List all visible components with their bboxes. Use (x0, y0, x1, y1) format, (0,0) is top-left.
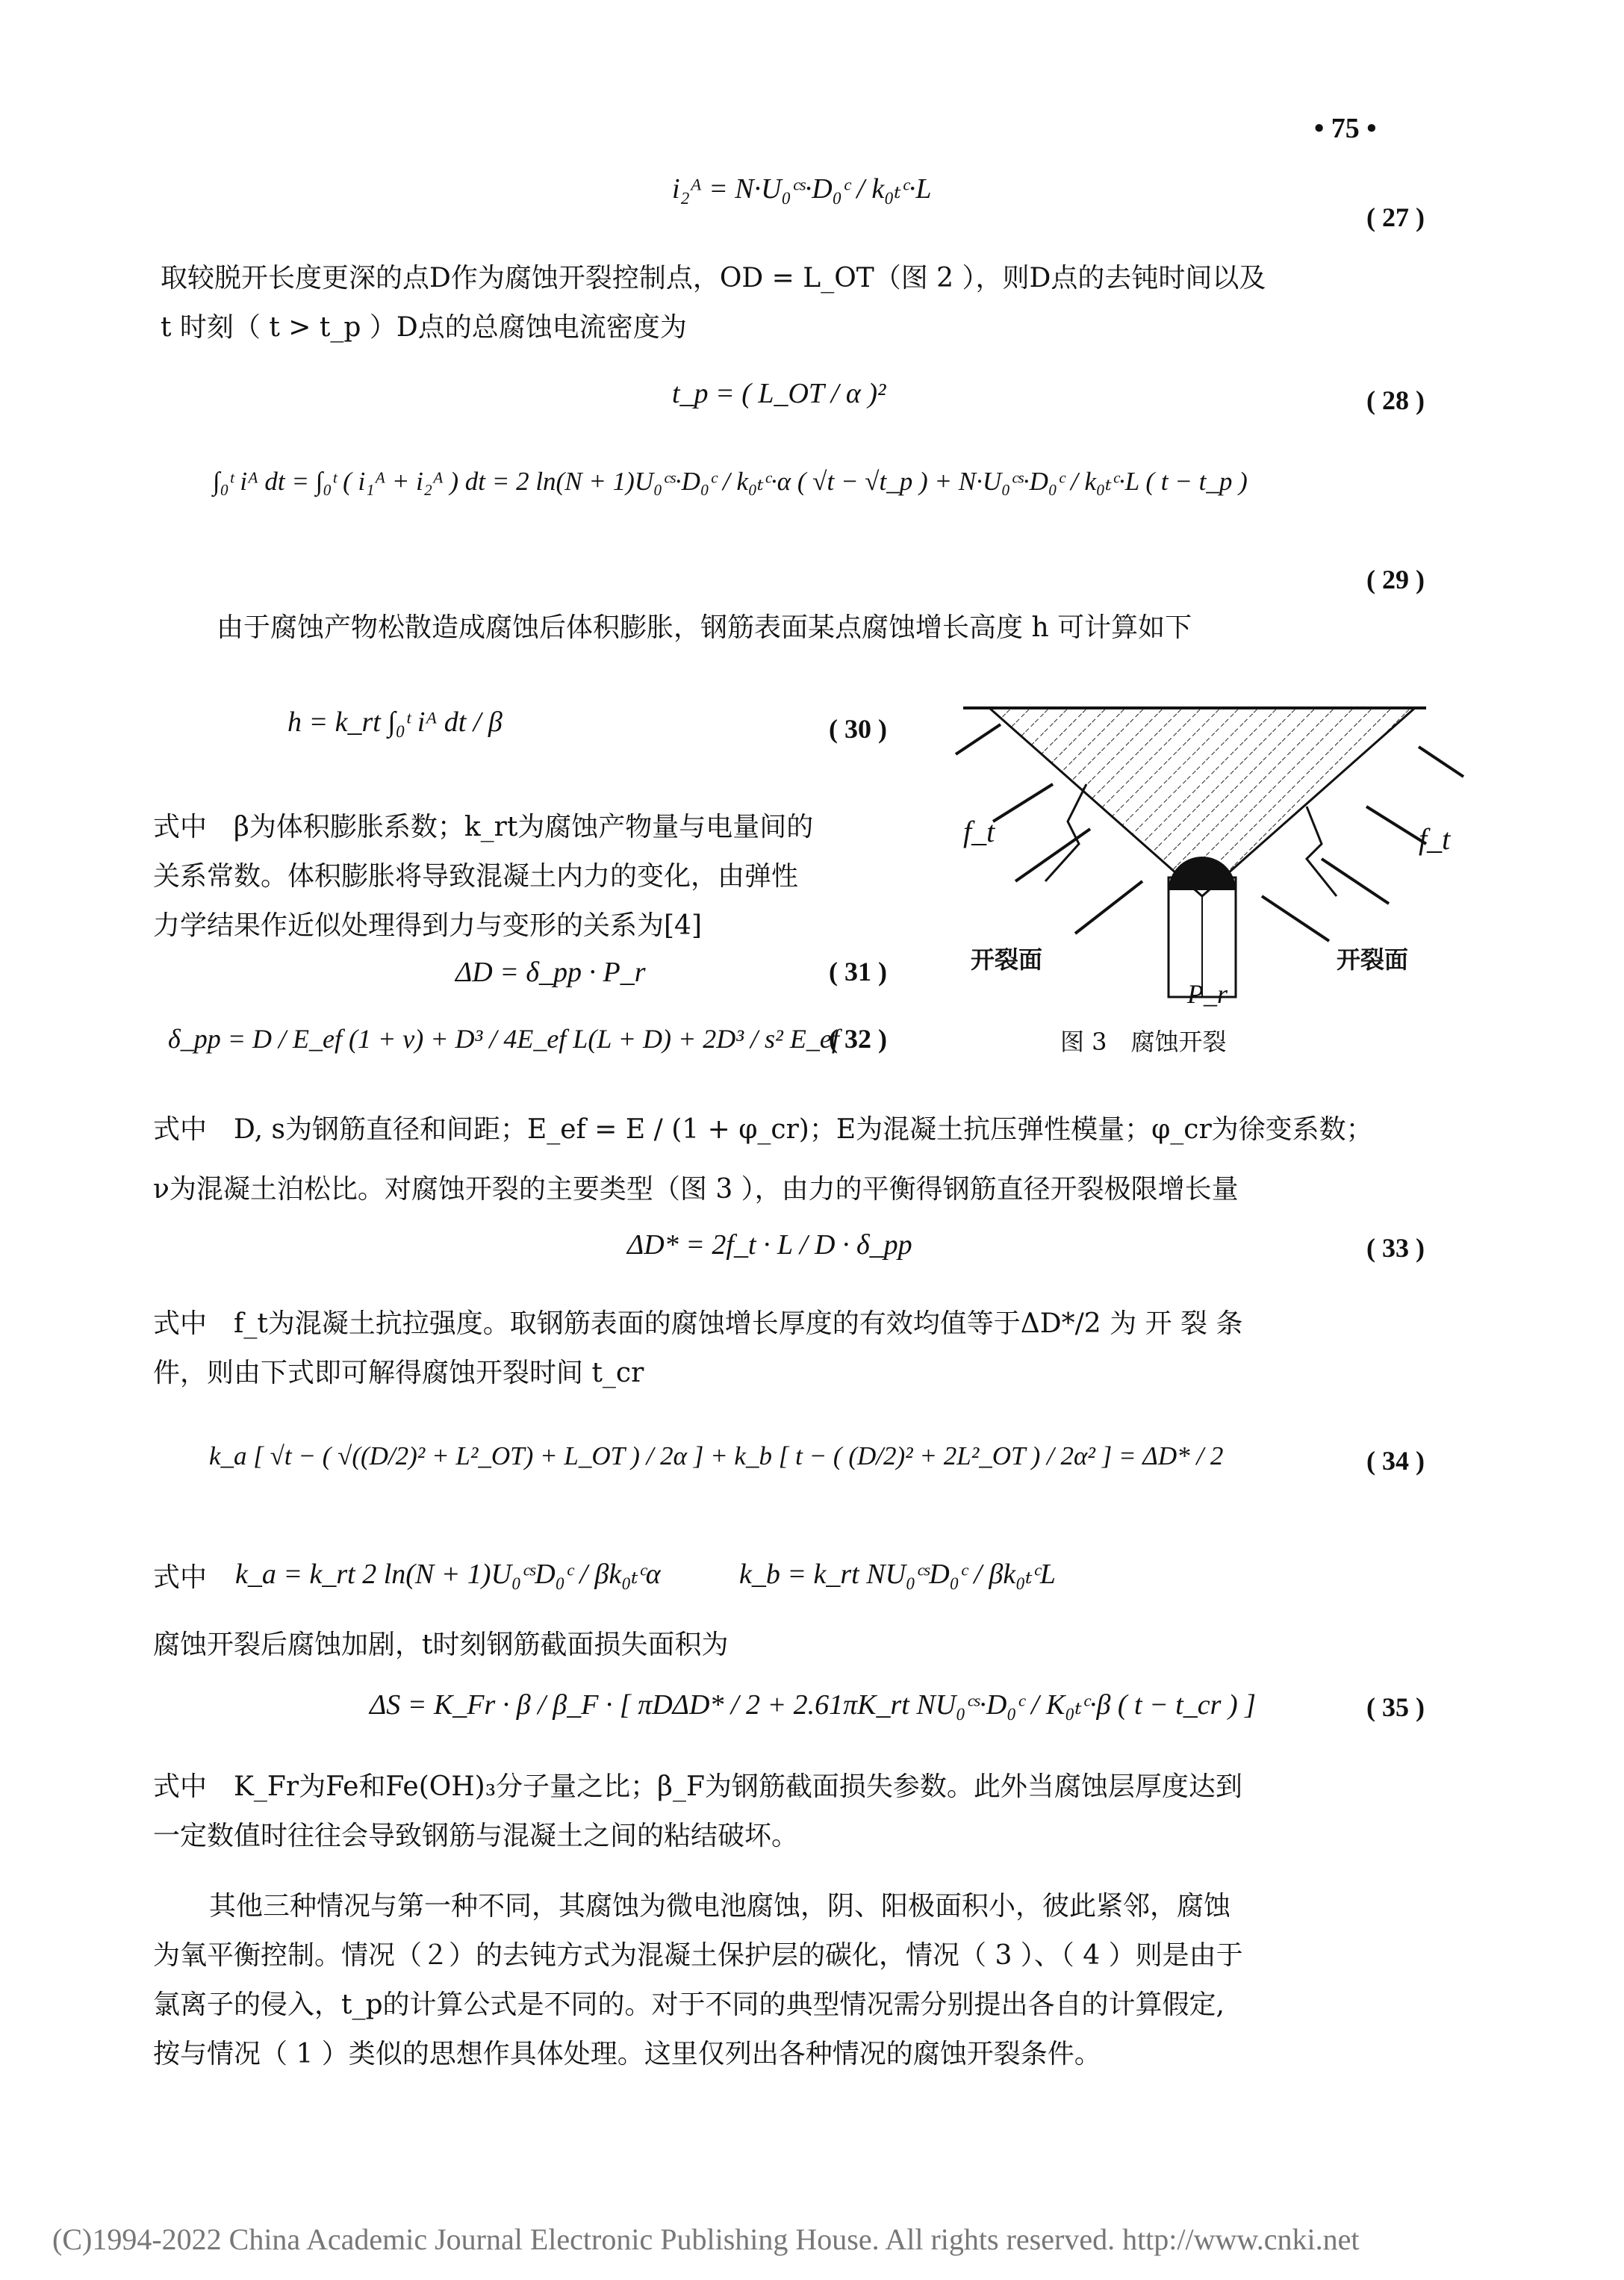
equation-ka: k_a = k_rt 2 ln(N + 1)U₀ᶜˢD₀ᶜ / βk₀ₜᶜα (235, 1559, 661, 1590)
paragraph-line: ν为混凝土泊松比。对腐蚀开裂的主要类型（图 3 ），由力的平衡得钢筋直径开裂极限增长量 (153, 1174, 1239, 1205)
equation-29: ∫₀ᵗ iᴬ dt = ∫₀ᵗ ( i₁ᴬ + i₂ᴬ ) dt = 2 ln(N + 1)U₀ᶜˢ·D₀ᶜ / k₀ₜᶜ·α ( √t − √t_p ) + N·U₀ᶜˢ·D₀ᶜ / k₀ₜᶜ·L ( t − t_p ) (213, 467, 1248, 496)
label-crack-left: 开裂面 (971, 945, 1043, 974)
paragraph-line: 力学结果作近似处理得到力与变形的关系为[4] (153, 910, 702, 941)
paragraph-line: 一定数值时往往会导致钢筋与混凝土之间的粘结破坏。 (153, 1821, 799, 1851)
figure-caption: 图 3 腐蚀开裂 (1060, 1028, 1227, 1056)
paragraph-line: 氯离子的侵入，t_p的计算公式是不同的。对于不同的典型情况需分别提出各自的计算假定, (153, 1989, 1225, 2020)
equation-kb: k_b = k_rt NU₀ᶜˢD₀ᶜ / βk₀ₜᶜL (739, 1559, 1056, 1590)
crack-line-right (1307, 807, 1337, 896)
paragraph-line: 为氧平衡控制。情况（２）的去钝方式为混凝土保护层的碳化，情况（ 3 ）、（ 4 ）则是由于 (153, 1940, 1243, 1971)
paragraph-line: 式中 β为体积膨胀系数；k_rt为腐蚀产物量与电量间的 (153, 812, 814, 842)
paragraph-line: 按与情况（ 1 ）类似的思想作具体处理。这里仅列出各种情况的腐蚀开裂条件。 (153, 2039, 1101, 2069)
crack-line-left (1045, 784, 1086, 881)
paragraph-line: 关系常数。体积膨胀将导致混凝土内力的变化，由弹性 (153, 861, 799, 892)
paragraph-line: 由于腐蚀产物松散造成腐蚀后体积膨胀，钢筋表面某点腐蚀增长高度 h 可计算如下 (217, 612, 1192, 643)
equation-32: δ_pp = D / E_ef (1 + ν) + D³ / 4E_ef L(L + D) + 2D³ / s² E_ef (168, 1024, 839, 1054)
label-pr: P_r (1187, 979, 1228, 1009)
equation-number-35: ( 35 ) (1366, 1692, 1425, 1722)
label-ft-left: f_t (963, 815, 995, 848)
equation-30: h = k_rt ∫₀ᵗ iᴬ dt / β (287, 706, 503, 738)
equation-number-29: ( 29 ) (1366, 565, 1425, 594)
paragraph-line: 腐蚀开裂后腐蚀加剧，t时刻钢筋截面损失面积为 (153, 1630, 729, 1660)
label-crack-right: 开裂面 (1337, 945, 1409, 974)
equation-31: ΔD = δ_pp · P_r (455, 957, 646, 988)
paragraph-line: 式中 K_Fr为Fe和Fe(OH)₃分子量之比；β_F为钢筋截面损失参数。此外当腐蚀层厚度达到 (153, 1771, 1242, 1802)
equation-number-31: ( 31 ) (829, 957, 887, 987)
equation-number-34: ( 34 ) (1366, 1446, 1425, 1476)
equation-33: ΔD* = 2f_t · L / D · δ_pp (627, 1229, 912, 1261)
equation-34: k_a [ √t − ( √((D/2)² + L²_OT) + L_OT ) / 2α ] + k_b [ t − ( (D/2)² + 2L²_OT ) / 2α² ] = ΔD* / 2 (209, 1441, 1224, 1470)
page-number: • 75 • (1314, 113, 1377, 144)
figure-corrosion-cracking (948, 695, 1471, 1023)
equation-number-27: ( 27 ) (1366, 202, 1425, 232)
equation-number-30: ( 30 ) (829, 714, 887, 744)
equation-27: i₂ᴬ = N·U₀ᶜˢ·D₀ᶜ / k₀ₜᶜ·L (672, 173, 932, 205)
paragraph-line: 取较脱开长度更深的点D作为腐蚀开裂控制点，OD = L_OT（图 2 ），则D点的去钝时间以及 (161, 263, 1266, 293)
equation-number-28: ( 28 ) (1366, 385, 1425, 415)
paragraph-line: 式中 D, s为钢筋直径和间距；E_ef = E / (1 + φ_cr)；E为混凝土抗压弹性模量；φ_cr为徐变系数； (153, 1114, 1373, 1145)
equation-35: ΔS = K_Fr · β / β_F · [ πDΔD* / 2 + 2.61πK_rt NU₀ᶜˢ·D₀ᶜ / K₀ₜᶜ·β ( t − t_cr ) ] (370, 1689, 1256, 1721)
equation-28: t_p = ( L_OT / α )² (672, 378, 886, 409)
equation-number-33: ( 33 ) (1366, 1233, 1425, 1263)
paragraph-line: 其他三种情况与第一种不同，其腐蚀为微电池腐蚀，阴、阳极面积小，彼此紧邻，腐蚀 (209, 1891, 1231, 1922)
paragraph-line: 件，则由下式即可解得腐蚀开裂时间 t_cr (153, 1358, 644, 1388)
copyright-footer: (C)1994-2022 China Academic Journal Electronic Publishing House. All rights reserved. http://www.cnki.net (52, 2222, 1360, 2256)
paragraph-prefix: 式中 (153, 1562, 208, 1593)
label-ft-right: f_t (1419, 822, 1451, 856)
equation-number-32: ( 32 ) (829, 1024, 887, 1054)
paragraph-line: t 时刻（ t > t_p ）D点的总腐蚀电流密度为 (161, 312, 687, 343)
paragraph-line: 式中 f_t为混凝土抗拉强度。取钢筋表面的腐蚀增长厚度的有效均值等于ΔD*/2 为 开 裂 条 (153, 1308, 1243, 1339)
